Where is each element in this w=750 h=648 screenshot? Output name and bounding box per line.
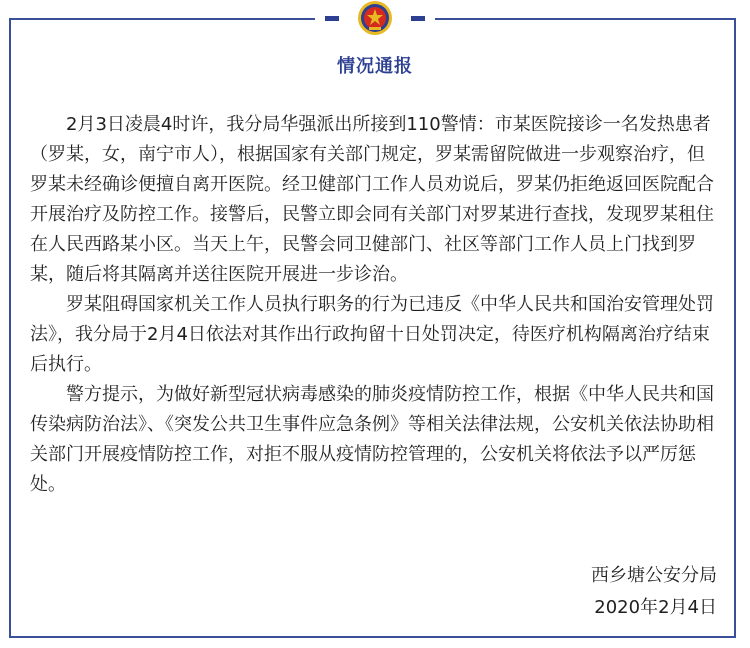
paragraph: 2月3日凌晨4时许，我分局华强派出所接到110警情：市某医院接诊一名发热患者（罗某，女，南宁市人），根据国家有关部门规定，罗某需留院做进一步观察治疗，但罗某未经确诊便擅自离开医院。经卫健部门工作人员劝说后，罗某仍拒绝返回医院配合开展治疗及防控工作。接警后，民警立即会同有关部门对罗某进行查找，发现罗某租住在人民西路某小区。当天上午，民警会同卫健部门、社区等部门工作人员上门找到罗某，随后将其隔离并送往医院开展进一步诊治。 [30,114,714,285]
paragraph: 警方提示，为做好新型冠状病毒感染的肺炎疫情防控工作，根据《中华人民共和国传染病防治法》、《突发公共卫生事件应急条例》等相关法律法规，公安机关依法协助相关部门开展疫情防控工作，对拒不服从疫情防控管理的，公安机关将依法予以严厉惩处。 [30,384,714,495]
notice-body [30,110,718,500]
emblem-header [315,0,435,36]
issuer-name: 西乡塘公安分局 [591,565,717,586]
paragraph: 罗某阻碍国家机关工作人员执行职务的行为已违反《中华人民共和国治安管理处罚法》，我分局于2月4日依法对其作出行政拘留十日处罚决定，待医疗机构隔离治疗结束后执行。 [30,294,714,375]
issue-date: 2020年2月4日 [594,597,717,618]
police-emblem-icon [315,0,435,36]
signature-block [591,560,717,624]
notice-title: 情况通报 [337,56,413,77]
